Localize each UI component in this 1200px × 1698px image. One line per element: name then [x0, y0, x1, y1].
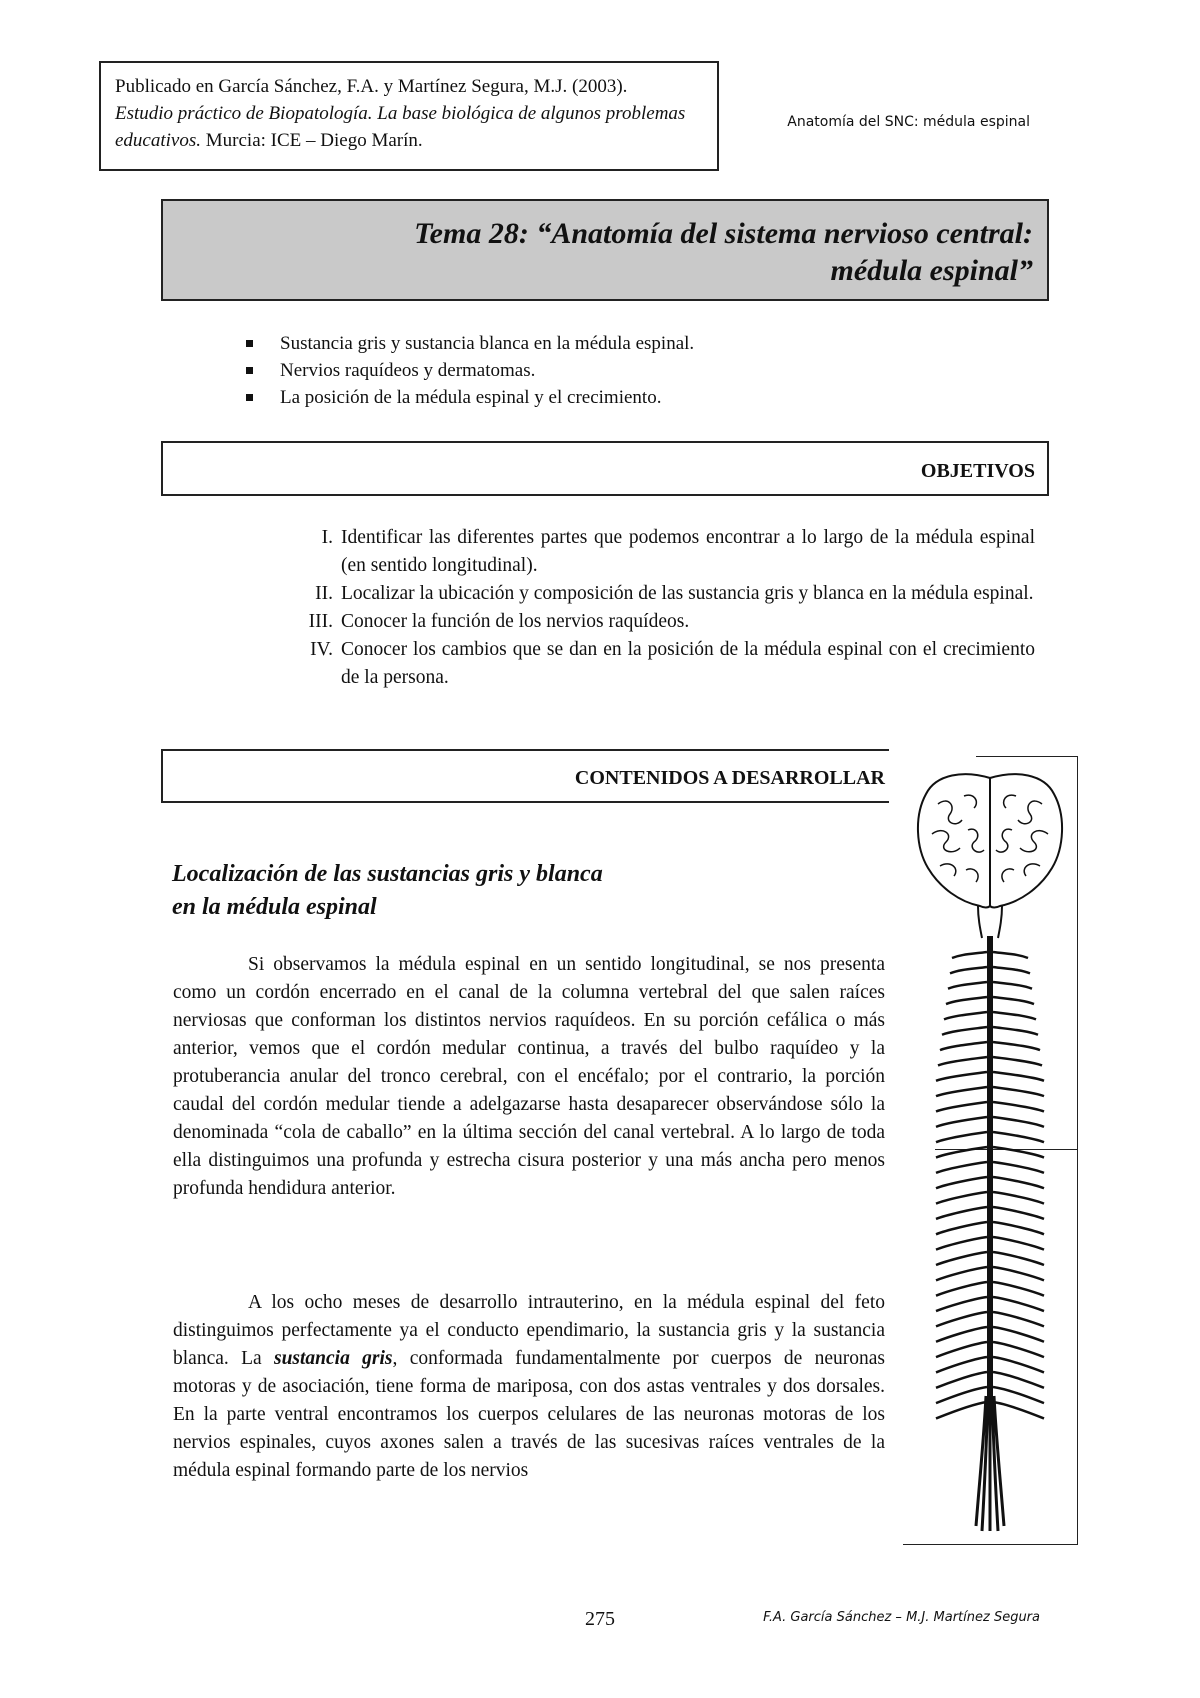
nerve-root [993, 1162, 1044, 1173]
nerve-root [993, 1027, 1038, 1035]
nerve-root [993, 1267, 1044, 1280]
chapter-title-line1: Tema 28: “Anatomía del sistema nervioso central: [414, 217, 1033, 250]
objective-number: I. [321, 527, 333, 548]
nerve-root [993, 1012, 1036, 1019]
nerve-root [993, 1357, 1044, 1372]
nerve-root [936, 1342, 987, 1357]
paragraph2-part-a: A los ocho meses de desarrollo intrauterino, en la médula espinal del feto distinguimos perfectamente ya el conducto ependimario, la sustancia gris y la sustancia blanca. La [173, 1292, 885, 1369]
nerve-root [993, 1042, 1040, 1050]
nerve-root [936, 1402, 987, 1419]
chapter-title-box [161, 199, 1049, 301]
page-number: 275 [585, 1608, 615, 1630]
chapter-title-line2: médula espinal” [830, 254, 1033, 287]
nerve-root [993, 1387, 1044, 1403]
nerve-root [936, 1072, 987, 1081]
nerve-root [993, 1282, 1044, 1296]
nerve-root [936, 1387, 987, 1403]
nerve-root [936, 1282, 987, 1296]
paragraph2-part-b: , conformada fundamentalmente por cuerpos de neuronas motoras y de asociación, tiene forma de mariposa, con dos astas ventrales y dos dorsales. En la parte ventral encontramos los cuerpos celulares de las neuronas motoras de los nervios espinales, cuyos axones salen a través de las sucesivas raíces ventrales de la médula espinal formando parte de los nervios [173, 1348, 885, 1481]
nerve-root [936, 1132, 987, 1142]
nerve-root [940, 1042, 987, 1050]
section-title [172, 858, 872, 924]
nerve-root [936, 1357, 987, 1372]
body-paragraph-2 [173, 1289, 885, 1485]
objectives-heading: OBJETIVOS [920, 460, 1035, 482]
nerve-root [936, 1162, 987, 1173]
brainstem [978, 906, 1002, 938]
nerve-root [993, 1297, 1044, 1311]
brain-spinal-cord-illustration [904, 756, 1076, 1544]
nerve-root [993, 1327, 1044, 1342]
nerve-root [993, 1117, 1044, 1127]
nerve-root [936, 1372, 987, 1388]
nerve-root [936, 1297, 987, 1311]
objective-text: Localizar la ubicación y composición de las sustancia gris y blanca en la médula espinal. [341, 583, 1034, 604]
publication-title: Estudio práctico de Biopatología. La base biológica de algunos problemas educativos. [115, 103, 686, 151]
footer-authors: F.A. García Sánchez – M.J. Martínez Segura [763, 1610, 1040, 1625]
contents-heading-box [161, 749, 889, 803]
publication-line1: Publicado en García Sánchez, F.A. y Martínez Segura, M.J. (2003). [115, 76, 628, 97]
nerve-root [946, 997, 987, 1004]
nerve-root [936, 1207, 987, 1219]
publication-publisher: Murcia: ICE – Diego Marín. [201, 130, 423, 151]
nerve-root [936, 1087, 987, 1096]
nerve-root [993, 1192, 1044, 1204]
objective-item [270, 580, 1035, 608]
nerve-root [993, 1207, 1044, 1219]
nerve-root [936, 1252, 987, 1265]
nerve-root [993, 1252, 1044, 1265]
nerve-root [993, 1222, 1044, 1234]
objectives-list [270, 524, 1035, 692]
nerve-root [936, 1192, 987, 1204]
nerve-root [936, 1267, 987, 1280]
objective-number: III. [308, 611, 333, 632]
nerve-root [944, 1012, 987, 1019]
nerve-root [993, 1102, 1044, 1112]
objective-text: Conocer la función de los nervios raquídeos. [341, 611, 690, 632]
objective-item [270, 524, 1035, 580]
nerve-root [936, 1327, 987, 1342]
nerve-root [993, 1072, 1044, 1081]
nerve-root [936, 1102, 987, 1112]
section-title-line2: en la médula espinal [172, 894, 377, 920]
publication-reference [115, 100, 703, 154]
nerve-root [993, 1147, 1044, 1158]
nerve-root [948, 982, 987, 989]
nerve-root [938, 1057, 987, 1065]
nerve-root [936, 1147, 987, 1158]
topic-item: Sustancia gris y sustancia blanca en la médula espinal. [240, 330, 1040, 357]
objective-text: Conocer los cambios que se dan en la posición de la médula espinal con el crecimiento de la persona. [341, 639, 1035, 688]
nerve-root [936, 1312, 987, 1326]
nerve-root [936, 1222, 987, 1234]
paragraph2-emphasis: sustancia gris [273, 1348, 393, 1369]
nerve-root [993, 1237, 1044, 1250]
nerve-root [936, 1177, 987, 1188]
objective-item [270, 636, 1035, 692]
nerve-root [993, 997, 1034, 1004]
nerve-root [993, 1132, 1044, 1142]
nerve-root [942, 1027, 987, 1035]
topic-item: Nervios raquídeos y dermatomas. [240, 357, 1040, 384]
objective-text: Identificar las diferentes partes que podemos encontrar a lo largo de la médula espinal (en sentido longitudinal). [341, 527, 1035, 576]
topic-item: La posición de la médula espinal y el crecimiento. [240, 384, 1040, 411]
nerve-root [993, 982, 1032, 989]
nerve-root [936, 1117, 987, 1127]
nerve-root [993, 1057, 1042, 1065]
nerve-root [993, 1342, 1044, 1357]
publication-box [99, 61, 719, 171]
nerve-root [993, 1372, 1044, 1388]
nerve-root [950, 967, 987, 973]
contents-heading: CONTENIDOS A DESARROLLAR [574, 767, 885, 789]
objective-number: II. [315, 583, 333, 604]
objective-number: IV. [310, 639, 333, 660]
body-paragraph-1: Si observamos la médula espinal en un sentido longitudinal, se nos presenta como un cordón encerrado en el canal de la columna vertebral del que salen raíces nerviosas que conforman los distintos nervios raquídeos. En su porción cefálica o más anterior, vemos que el cordón medular continua, a través del bulbo raquídeo y la protuberancia anular del tronco cerebral, con el encéfalo; por el contrario, la porción caudal del cordón medular tiende a adelgazarse hasta desaparecer observándose sólo la denominada “cola de caballo” en la última sección del canal vertebral. A lo largo de toda ella distinguimos una profunda y estrecha cisura posterior y una más ancha pero menos profunda hendidura anterior. [173, 954, 885, 1199]
objective-item [270, 608, 1035, 636]
section-title-line1: Localización de las sustancias gris y blanca [172, 861, 603, 887]
objectives-heading-box [161, 441, 1049, 496]
nerve-root [993, 1402, 1044, 1419]
nerve-root [993, 1087, 1044, 1096]
topic-list [240, 330, 1040, 411]
nerve-root [936, 1237, 987, 1250]
nerve-root [993, 1312, 1044, 1326]
nerve-root [993, 1177, 1044, 1188]
running-head: Anatomía del SNC: médula espinal [787, 114, 1030, 130]
nerve-root [952, 952, 987, 958]
nerve-root [993, 967, 1030, 973]
nerve-root [993, 952, 1028, 958]
